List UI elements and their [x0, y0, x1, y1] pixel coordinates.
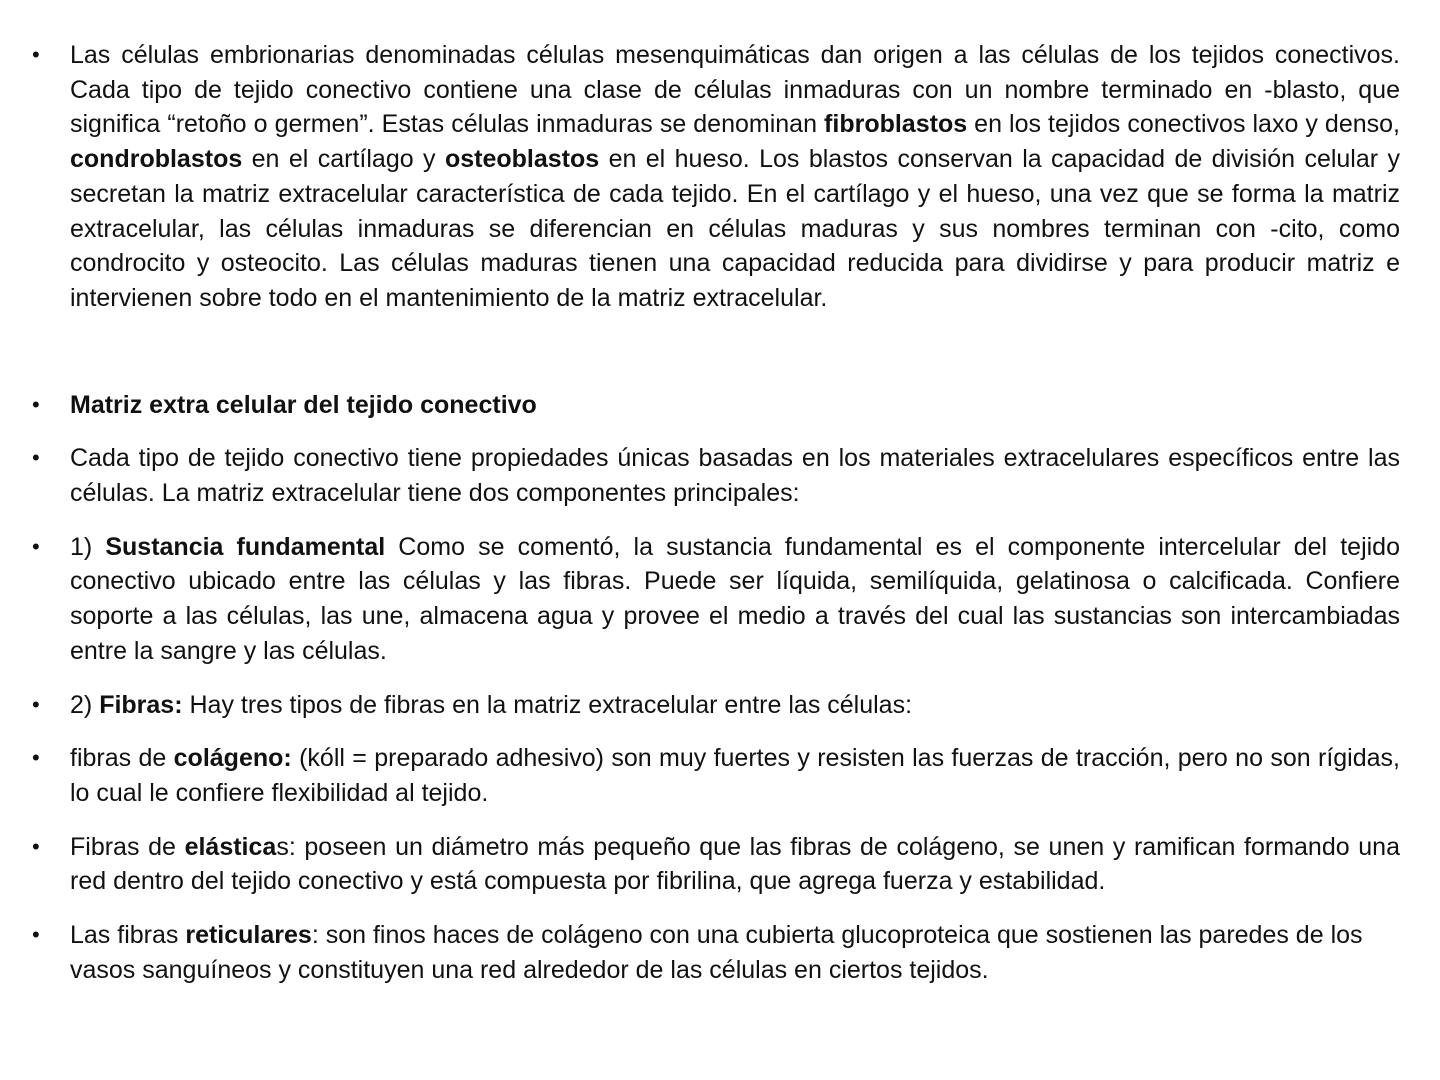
- segment: en el hueso. Los blastos conservan la capacidad de división celular y secretan la matriz extracelular característica de cada tejido. En el cartílago y el hueso, una vez que se forma la matriz extracelular, las células inmaduras se diferencian en células maduras y sus nombres terminan con -cito, como condrocito y osteocito. Las células maduras tienen una capacidad reducida para dividirse y para producir matriz e intervienen sobre todo en el mantenimiento de la matriz extracelular.: [70, 145, 1400, 312]
- bullet-icon: •: [32, 833, 40, 859]
- segment-bold: osteoblastos: [444, 145, 600, 174]
- segment: : son finos haces de colágeno con una cubierta glucoproteica que sostienen las paredes de los vasos sanguíneos y constituyen una red alrededor de las células en ciertos tejidos.: [70, 921, 1363, 984]
- bullet-icon: •: [32, 691, 40, 717]
- paragraph-reticulares: [30, 918, 1400, 987]
- paragraph-fibras: [30, 688, 1400, 723]
- paragraph-colageno: [30, 741, 1400, 810]
- segment-bold: condroblastos: [70, 145, 243, 174]
- heading-text: Matriz extra celular del tejido conectivo: [70, 390, 537, 419]
- segment: Las fibras: [70, 921, 186, 950]
- segment-bold: fibroblastos: [824, 110, 968, 139]
- paragraph-elasticas: [30, 830, 1400, 899]
- segment: 2): [70, 690, 100, 719]
- bullet-list: [30, 38, 1400, 987]
- segment-bold: elástica: [184, 832, 277, 861]
- segment: (kóll = preparado adhesivo) son muy fuertes y resisten las fuerzas de tracción, pero no son rígidas, lo cual le confiere flexibilidad al tejido.: [70, 744, 1400, 807]
- paragraph-blastos: [30, 38, 1400, 316]
- segment: Como se comentó, la sustancia fundamental es el componente intercelular del tejido conectivo ubicado entre las células y las fibras. Puede ser líquida, semilíquida, gelatinosa o calcificada. Confiere soporte a las células, las une, almacena agua y provee el medio a través del cual las sustancias son intercambiadas entre la sangre y las células.: [70, 532, 1400, 665]
- segment-bold: colágeno:: [173, 744, 292, 773]
- segment: Fibras de: [70, 832, 185, 861]
- bullet-icon: •: [32, 533, 40, 559]
- segment: Cada tipo de tejido conectivo tiene propiedades únicas basadas en los materiales extracelulares específicos entre las células. La matriz extracelular tiene dos componentes principales:: [70, 444, 1400, 508]
- segment: fibras de: [70, 744, 174, 773]
- segment: Hay tres tipos de fibras en la matriz extracelular entre las células:: [182, 690, 913, 719]
- section-heading-matriz: [30, 388, 1400, 423]
- bullet-icon: •: [32, 445, 40, 471]
- bullet-icon: •: [32, 745, 40, 771]
- segment-bold: Sustancia fundamental: [105, 532, 386, 561]
- segment: en los tejidos conectivos laxo y denso,: [967, 110, 1400, 139]
- segment-bold: Fibras:: [99, 690, 183, 719]
- segment: en el cartílago y: [242, 145, 445, 174]
- bullet-icon: •: [32, 391, 40, 417]
- segment: 1): [70, 532, 106, 561]
- segment: s: poseen un diámetro más pequeño que las fibras de colágeno, se unen y ramifican formando una red dentro del tejido conectivo y está compuesta por fibrilina, que agrega fuerza y estabilidad.: [70, 832, 1400, 896]
- segment: Las células embrionarias denominadas células mesenquimáticas dan origen a las células de los tejidos conectivos. Cada tipo de tejido conectivo contiene una clase de células inmaduras con un nombre terminado en -blasto, que significa “retoño o germen”. Estas células inmaduras se denominan: [70, 41, 1400, 139]
- bullet-icon: •: [32, 42, 40, 67]
- paragraph-sustancia-fundamental: [30, 530, 1400, 669]
- segment-bold: reticulares: [185, 921, 312, 950]
- paragraph-matriz-intro: [30, 441, 1400, 510]
- bullet-icon: •: [32, 922, 40, 948]
